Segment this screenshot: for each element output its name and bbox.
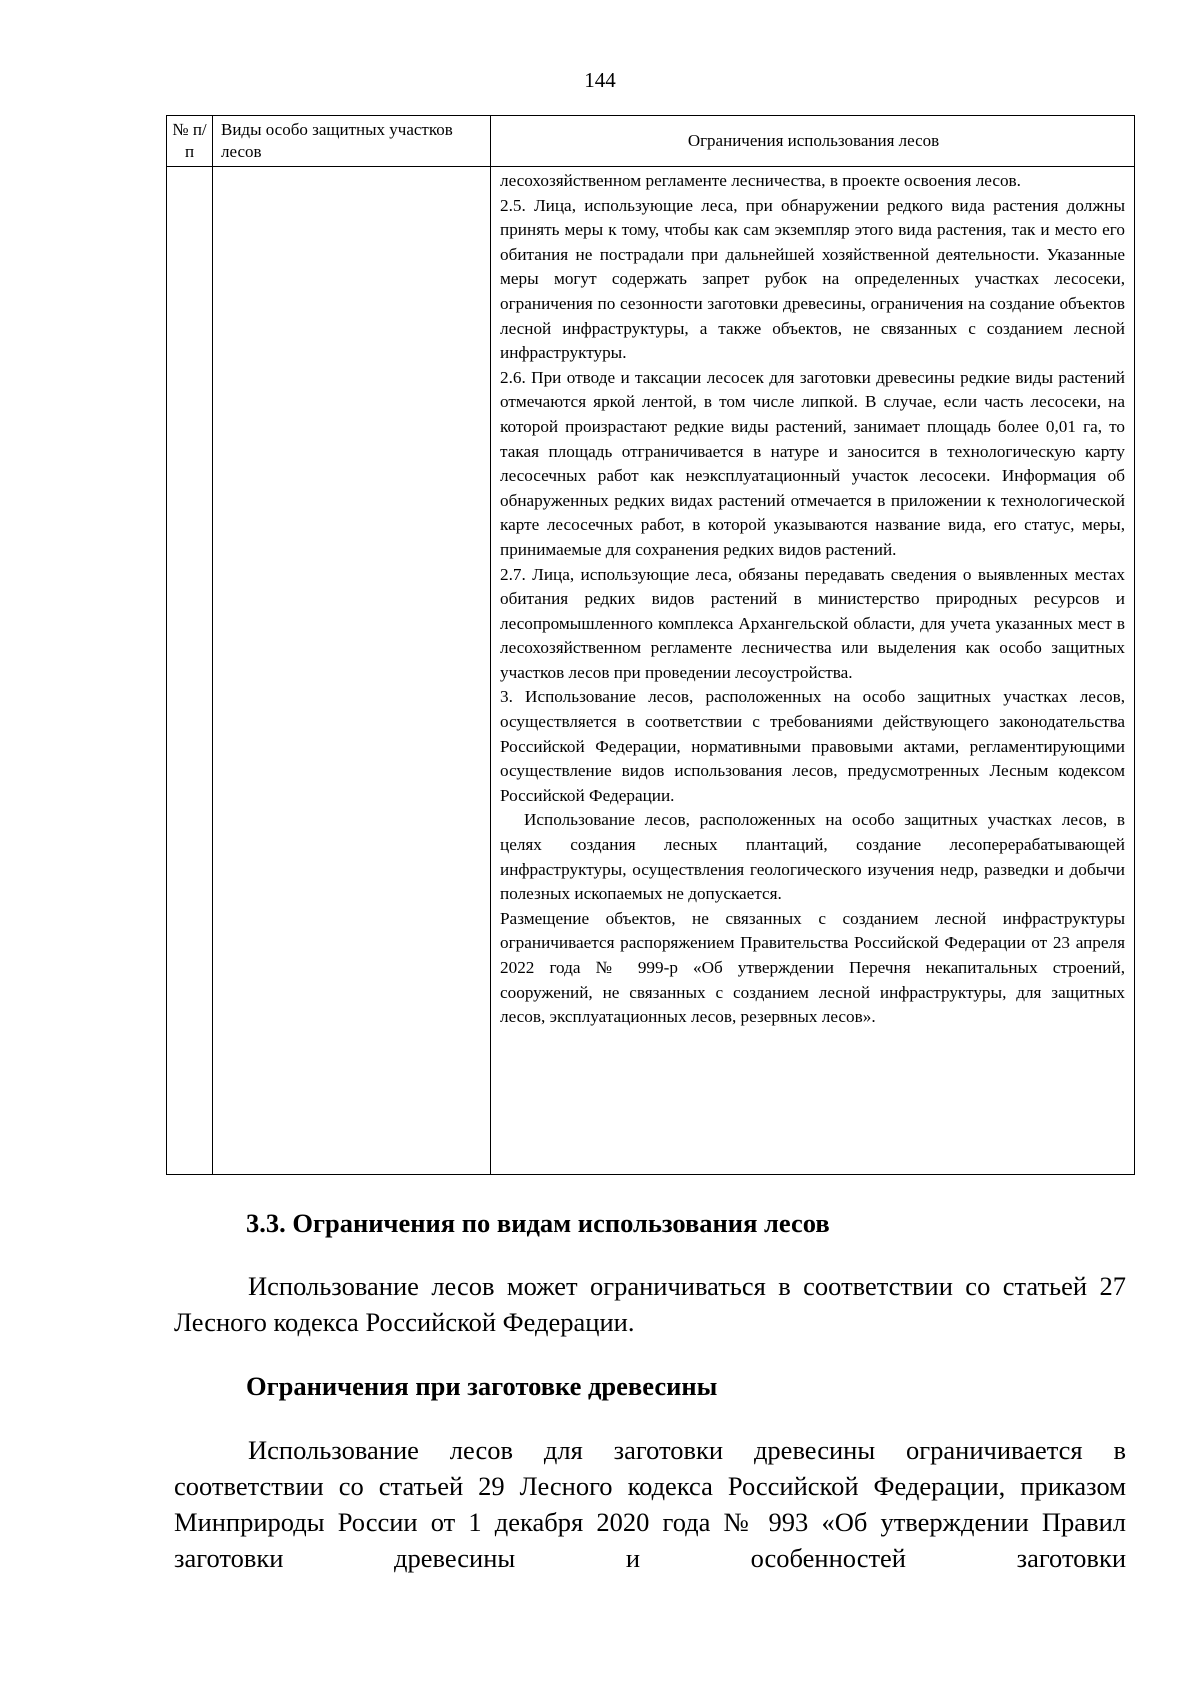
table-paragraph: 2.7. Лица, использующие леса, обязаны передавать сведения о выявленных местах обитания редких видов растений в министерство природных ресурсов и лесопромышленного комплекса Архангельской области, для учета указанных мест в лесохозяйственном регламенте лесничества или выделения как особо защитных участков лесов при проведении лесоустройства. bbox=[500, 564, 1125, 682]
header-types: Виды особо защитных участков лесов bbox=[213, 116, 491, 167]
sub-heading: Ограничения при заготовке древесины bbox=[246, 1371, 718, 1401]
page-number: 144 bbox=[584, 68, 616, 92]
table-row bbox=[167, 167, 1135, 1175]
restrictions-table bbox=[166, 115, 1135, 1175]
table-paragraph: 2.6. При отводе и таксации лесосек для заготовки древесины редкие виды растений отмечаются яркой лентой, в том числе липкой. В случае, если часть лесосеки, на которой произрастают редкие виды растений, занимает площадь более 0,01 га, то такая площадь отграничивается в натуре и заносится в технологическую карту лесосечных работ как неэксплуатационный участок лесосеки. Информация об обнаруженных редких видах растений отмечается в приложении к технологической карте лесосечных работ, в которой указываются название вида, его статус, меры, принимаемые для сохранения редких видов растений. bbox=[500, 367, 1125, 559]
table-paragraph: Использование лесов, расположенных на особо защитных участках лесов, в целях создания лесных плантаций, создание лесоперерабатывающей инфраструктуры, осуществления геологического изучения недр, разведки и добычи полезных ископаемых не допускается. bbox=[500, 810, 1125, 904]
table-paragraph: 2.5. Лица, использующие леса, при обнаружении редкого вида растения должны принять меры к тому, чтобы как сам экземпляр этого вида растения, так и место его обитания не пострадали при дальнейшей хозяйственной деятельности. Указанные меры могут содержать запрет рубок на определенных участках лесосеки, ограничения по сезонности заготовки древесины, ограничения на создание объектов лесной инфраструктуры, а также объектов, не связанных с созданием лесной инфраструктуры. bbox=[500, 195, 1125, 363]
section-paragraph: Использование лесов может ограничиваться в соответствии со статьей 27 Лесного кодекса Российской Федерации. bbox=[174, 1271, 1126, 1337]
table-header-row bbox=[167, 116, 1135, 167]
header-restrictions: Ограничения использования лесов bbox=[491, 116, 1135, 167]
cell-number bbox=[167, 167, 213, 1175]
cell-restrictions bbox=[491, 167, 1135, 1175]
table-paragraph: Размещение объектов, не связанных с созданием лесной инфраструктуры ограничивается распоряжением Правительства Российской Федерации от 23 апреля 2022 года № 999-р «Об утверждении Перечня некапитальных строений, сооружений, не связанных с созданием лесной инфраструктуры, для защитных лесов, эксплуатационных лесов, резервных лесов». bbox=[500, 908, 1125, 1027]
table-paragraph: лесохозяйственном регламенте лесничества, в проекте освоения лесов. bbox=[500, 171, 1021, 190]
sub-paragraph: Использование лесов для заготовки древесины ограничивается в соответствии со статьей 29 Лесного кодекса Российской Федерации, приказом Минприроды России от 1 декабря 2020 года № 993 «Об утверждении Правил заготовки древесины и особенностей заготовки bbox=[174, 1435, 1126, 1573]
section-heading: 3.3. Ограничения по видам использования лесов bbox=[246, 1208, 830, 1238]
header-number: № п/п bbox=[167, 116, 213, 167]
cell-types bbox=[213, 167, 491, 1175]
table-paragraph: 3. Использование лесов, расположенных на особо защитных участках лесов, осуществляется в соответствии с требованиями действующего законодательства Российской Федерации, нормативными правовыми актами, регламентирующими осуществление видов использования лесов, предусмотренных Лесным кодексом Российской Федерации. bbox=[500, 687, 1125, 805]
